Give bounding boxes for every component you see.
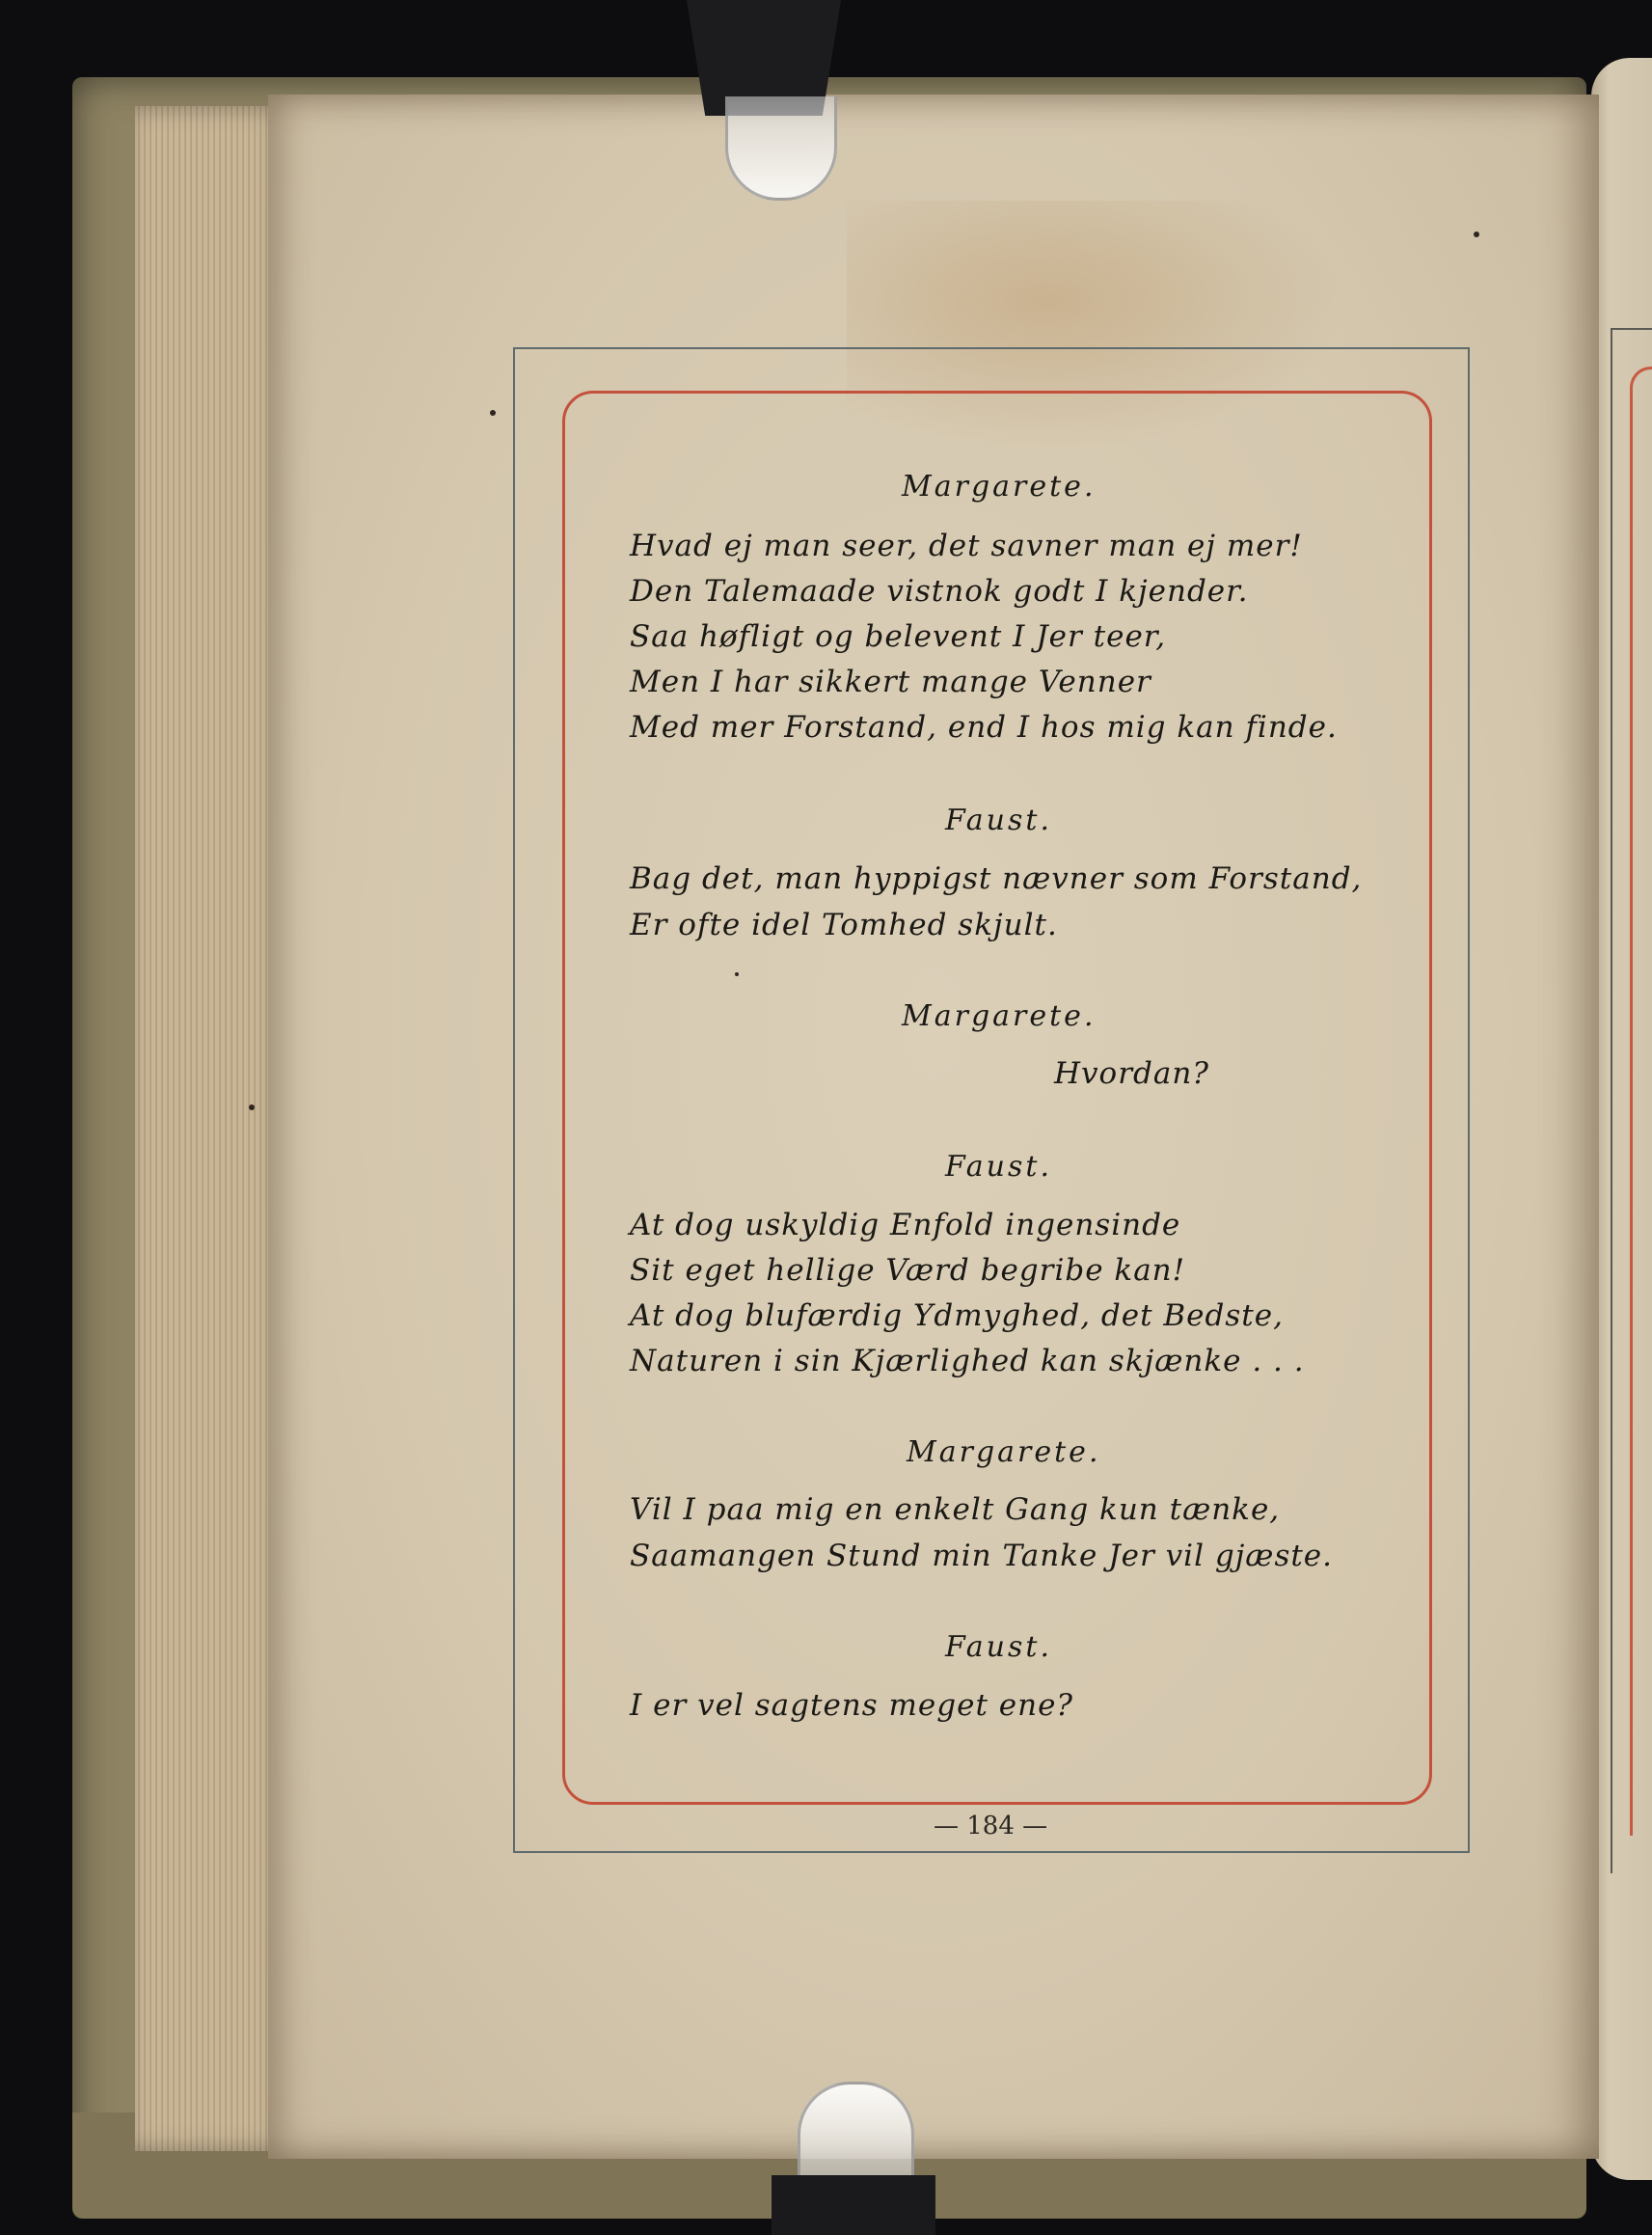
next-page-red-frame [1630,367,1652,1836]
page-clip-bottom [798,2082,914,2186]
speaker-heading: Faust. [945,1630,1052,1664]
verse-line: Saa høfligt og belevent I Jer teer, [630,619,1167,654]
page-clip-top [725,96,837,201]
verse-line: At dog uskyldig Enfold ingensinde [630,1208,1181,1242]
verse-line: Naturen i sin Kjærlighed kan skjænke . . . [630,1344,1305,1378]
speaker-heading: Faust. [945,804,1052,837]
ribbon-bottom [772,2175,935,2235]
speaker-heading: Margarete. [902,999,1097,1033]
verse-line: At dog blufærdig Ydmyghed, det Bedste, [630,1298,1284,1333]
verse-line: Er ofte idel Tomhed skjult. [630,908,1058,942]
page-number: — 184 — [934,1812,1048,1840]
verse-line: Saamangen Stund min Tanke Jer vil gjæste. [630,1539,1334,1573]
speaker-heading: Margarete. [902,470,1097,504]
speaker-heading: Faust. [945,1150,1052,1184]
paper-speck [735,972,739,976]
verse-line: Hvordan? [1054,1056,1209,1091]
paper-speck [249,1104,255,1110]
verse-line: Vil I paa mig en enkelt Gang kun tænke, [630,1492,1281,1527]
verse-line: Hvad ej man seer, det savner man ej mer! [630,529,1303,563]
verse-line: Sit eget hellige Værd begribe kan! [630,1253,1186,1288]
paper-speck [490,410,496,416]
verse-line: Men I har sikkert mange Venner [630,665,1151,699]
verse-line: Bag det, man hyppigst nævner som Forstand, [630,861,1363,896]
speaker-heading: Margarete. [907,1435,1101,1469]
verse-line: I er vel sagtens meget ene? [630,1688,1074,1723]
verse-line: Med mer Forstand, end I hos mig kan finde. [630,710,1338,745]
verse-line: Den Talemaade vistnok godt I kjender. [630,574,1249,609]
page-edges [135,106,289,2151]
paper-speck [1474,232,1479,237]
